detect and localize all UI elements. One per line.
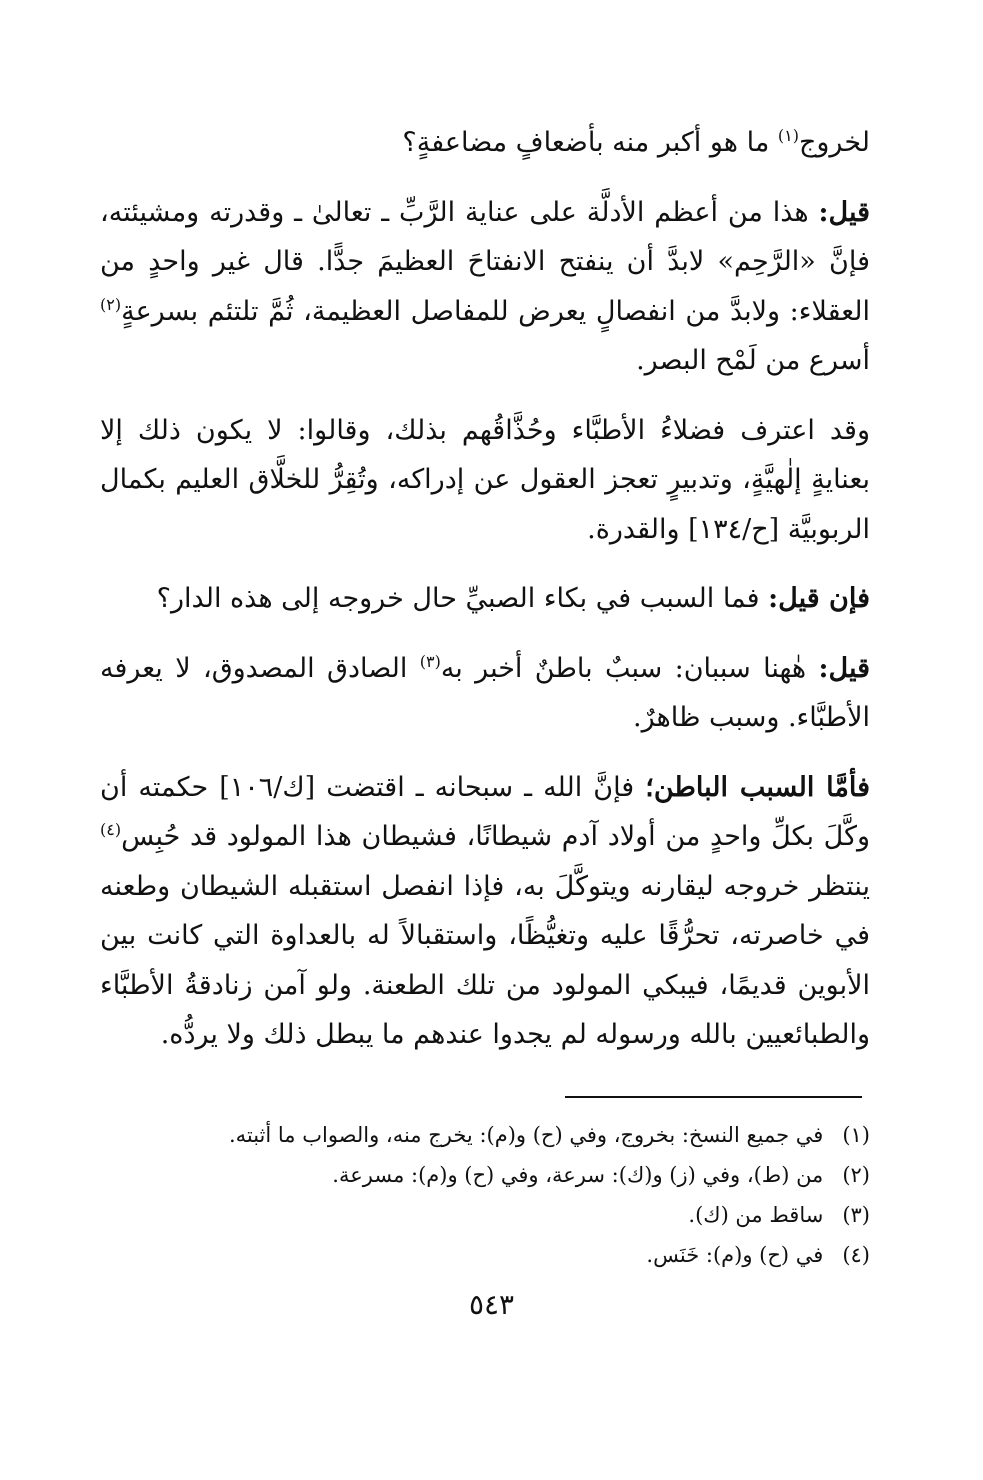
page-number: ٥٤٣: [468, 1288, 515, 1321]
paragraph-3: [100, 406, 870, 555]
footnote-text: في (ح) و(م): خَنَس.: [646, 1243, 824, 1267]
paragraph-text: لخروج: [798, 127, 870, 158]
footnote-2: [100, 1155, 870, 1195]
paragraph-text-cont: ما هو أكبر منه بأضعافٍ مضاعفةٍ؟: [402, 127, 778, 158]
paragraph-text-cont: أسرع من لَمْح البصر.: [636, 345, 870, 376]
paragraph-text: فإنَّ الله ـ سبحانه ـ اقتضت [ك/١٠٦] حكمته أن وكَّلَ بكلِّ واحدٍ من أولاد آدم شيطانًا، فشيطان هذا المولود قد حُبِس: [100, 771, 870, 852]
footnotes: [100, 1115, 870, 1275]
footnote-text: ساقط من (ك).: [688, 1203, 824, 1227]
paragraph-5: [100, 644, 870, 743]
paragraph-text: هٰهنا سببان: سببٌ باطنٌ أخبر به: [440, 652, 819, 684]
paragraph-text: فما السبب في بكاء الصبيِّ حال خروجه إلى هذه الدار؟: [156, 583, 769, 614]
paragraph-text-cont: ينتظر خروجه ليقارنه ويتوكَّلَ به، فإذا انفصل استقبله الشيطان وطعنه في خاصرته، تحرُّقًا عليه وتغيُّظًا، واستقبالاً له بالعداوة التي كانت بين الأبوين قديمًا، فيبكي المولود من تلك الطعنة. ولو آمن زنادقةُ الأطبَّاء والطبائعيين بالله ورسوله لم يجدوا عندهم ما يبطل ذلك ولا يردُّه.: [100, 870, 871, 1050]
footnote-4: [100, 1235, 870, 1275]
footnote-number: (٣): [842, 1203, 870, 1227]
paragraph-6: [100, 763, 870, 1060]
paragraph-lead: قيل:: [818, 196, 870, 228]
footnote-number: (٤): [842, 1243, 870, 1267]
paragraph-lead: فأمَّا السبب الباطن؛: [645, 771, 870, 803]
paragraph-4: [100, 574, 870, 624]
footnote-divider: [565, 1096, 862, 1098]
paragraph-lead: فإن قيل:: [768, 583, 870, 614]
footnote-ref: (٤): [100, 820, 122, 839]
paragraph-lead: قيل:: [818, 652, 870, 684]
footnote-ref: (٢): [100, 294, 122, 314]
footnote-ref: (١): [777, 126, 799, 145]
footnote-number: (١): [842, 1123, 870, 1147]
footnote-text: من (ط)، وفي (ز) و(ك): سرعة، وفي (ح) و(م): مسرعة.: [332, 1163, 824, 1187]
footnote-ref: (٣): [419, 651, 441, 671]
paragraph-text: هذا من أعظم الأدلَّة على عناية الرَّبِّ ـ تعالىٰ ـ وقدرته ومشيئته، فإنَّ «الرَّحِم» لابدَّ أن ينفتح الانفتاحَ العظيمَ جدًّا. قال غير واحدٍ من العقلاء: ولابدَّ من انفصالٍ يعرض للمفاصل العظيمة، ثُمَّ تلتئم بسرعةٍ: [100, 196, 870, 327]
paragraph-1: [100, 118, 870, 168]
paragraph-text-cont: الصادق المصدوق، لا يعرفه الأطبَّاء. وسبب ظاهرٌ.: [100, 652, 870, 733]
paragraph-text: وقد اعترف فضلاءُ الأطبَّاء وحُذَّاقُهم بذلك، وقالوا: لا يكون ذلك إلا بعنايةٍ إلٰهيَّةٍ، وتدبيرٍ تعجز العقول عن إدراكه، وتُقِرُّ للخلَّاق العليم بكمال الربوبيَّة [ح/١٣٤] والقدرة.: [100, 414, 870, 545]
paragraph-2: [100, 188, 870, 386]
footnote-text: في جميع النسخ: بخروج، وفي (ح) و(م): يخرج منه، والصواب ما أثبته.: [228, 1123, 824, 1147]
footnote-3: [100, 1195, 870, 1235]
footnote-number: (٢): [842, 1163, 870, 1187]
footnote-1: [100, 1115, 870, 1155]
main-text: [100, 118, 870, 1080]
